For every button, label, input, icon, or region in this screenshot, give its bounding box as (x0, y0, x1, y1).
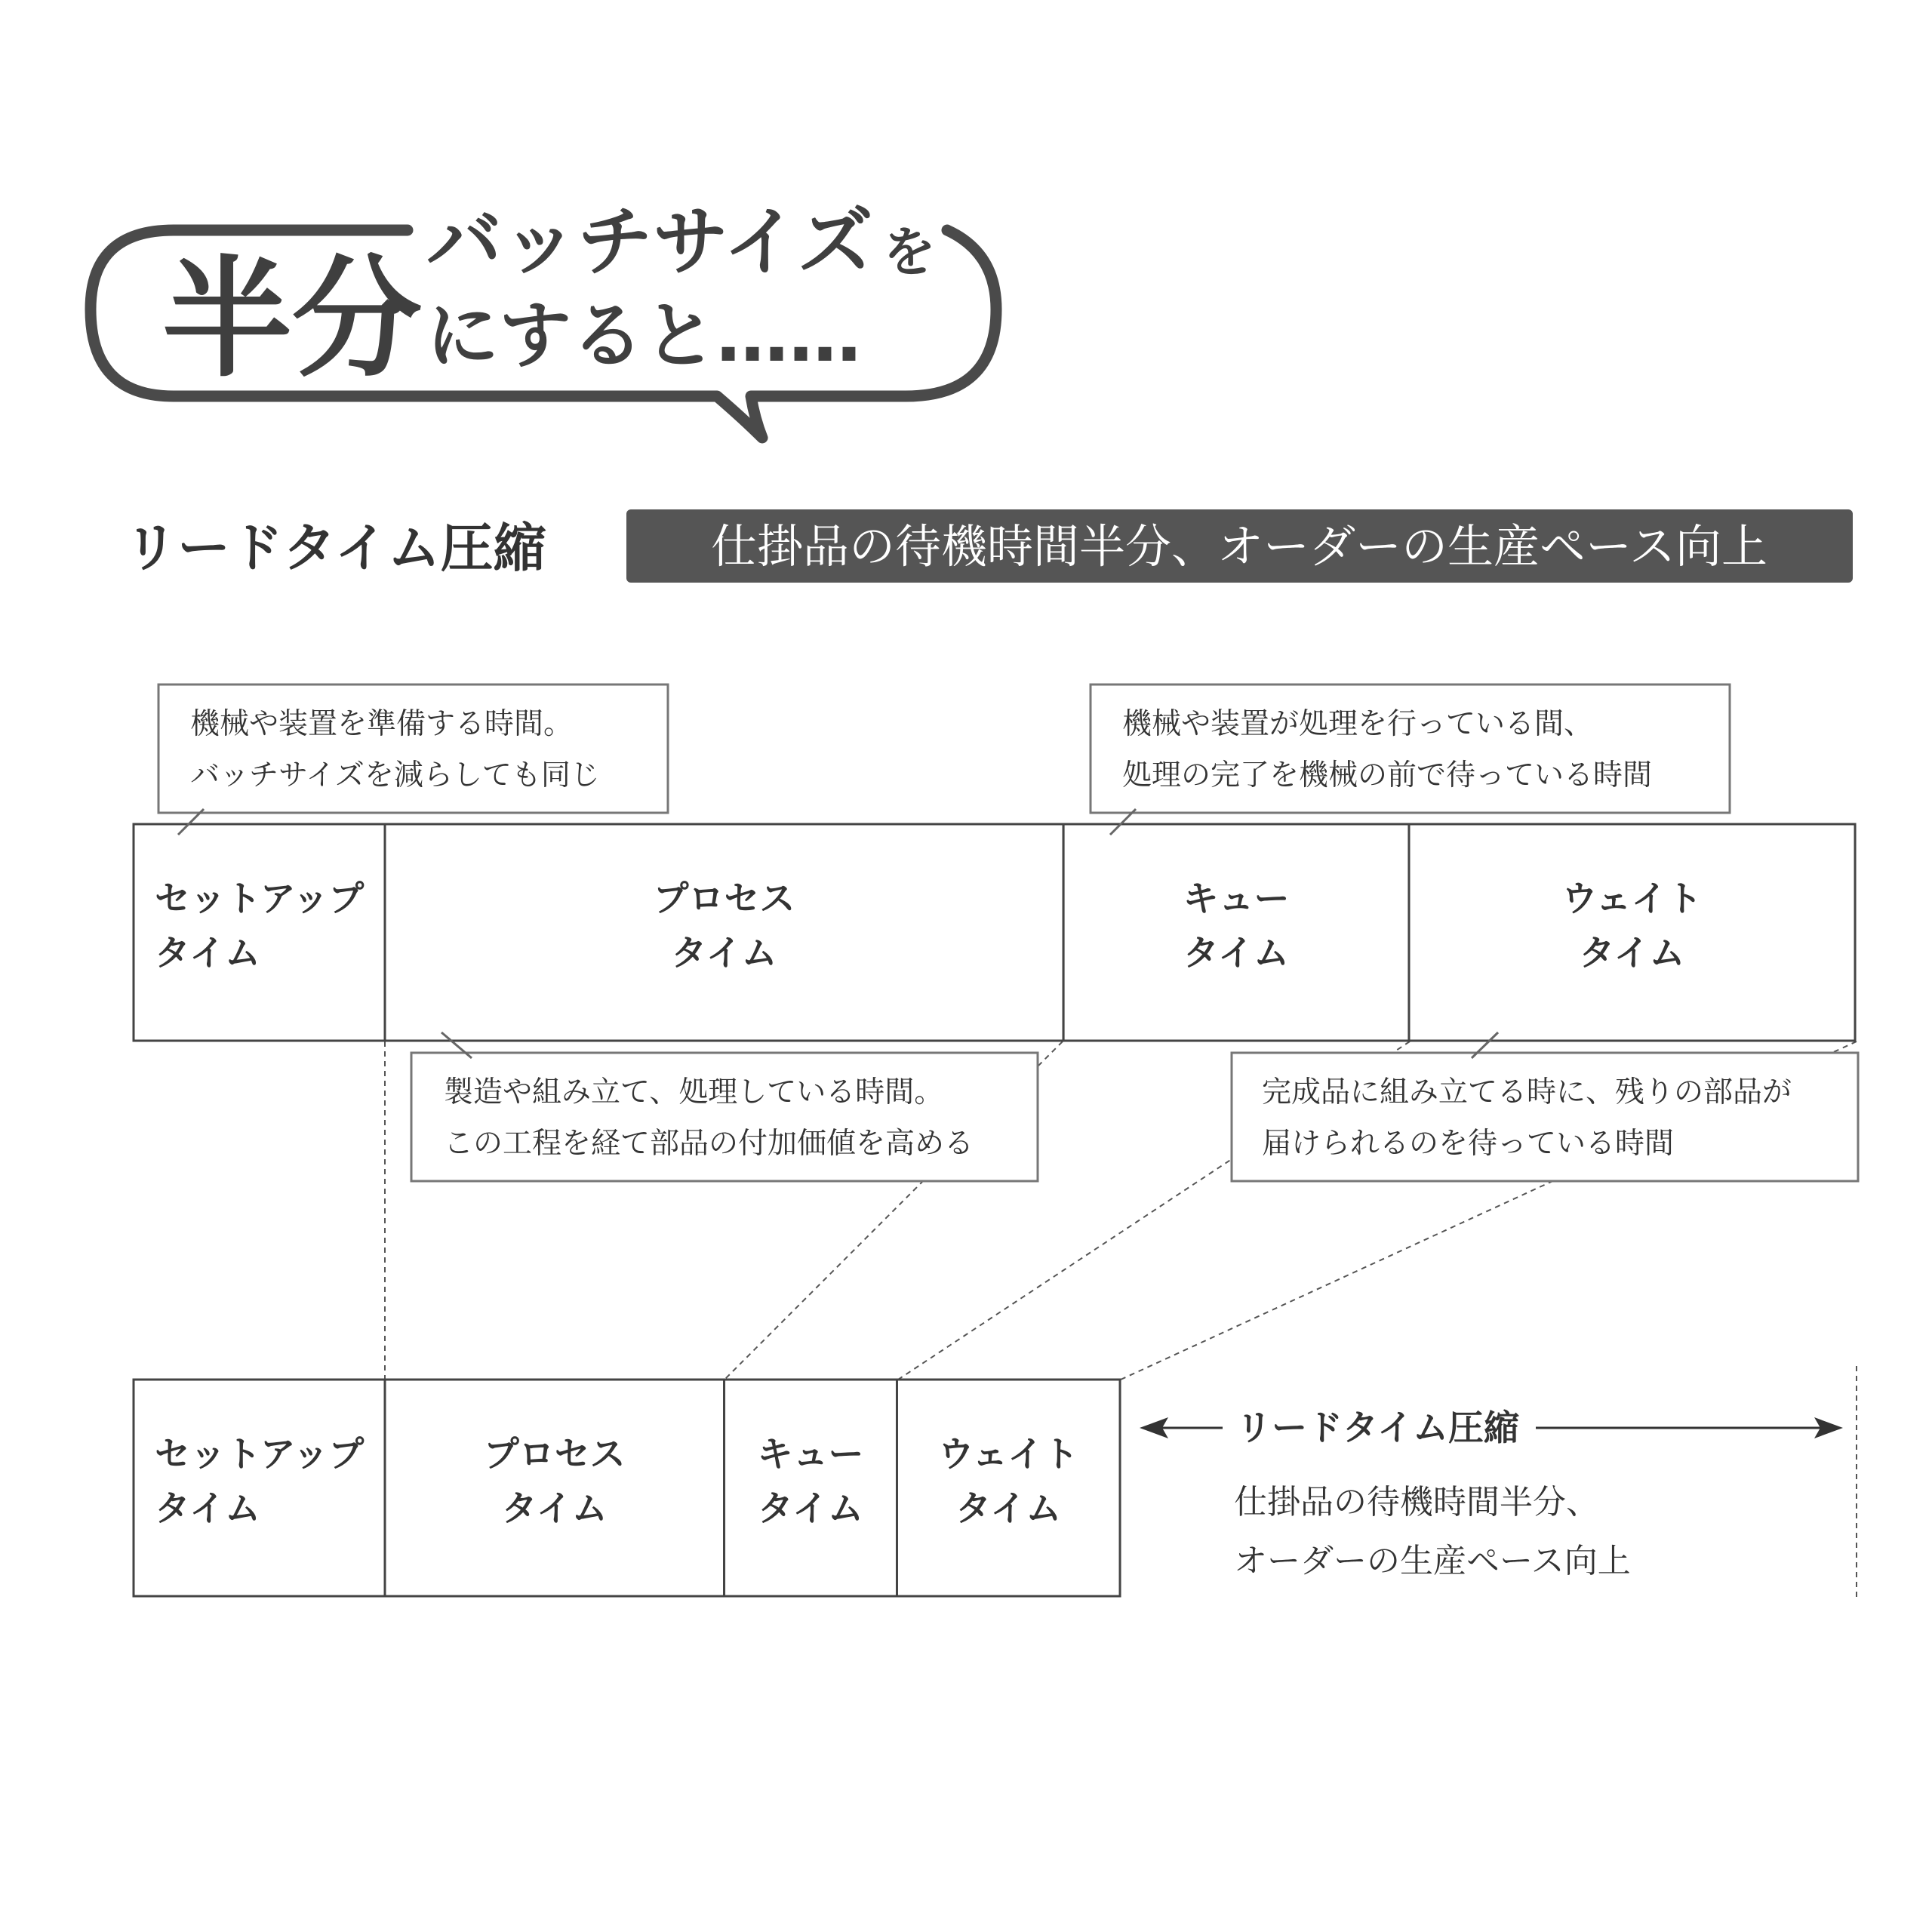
callout-setup-box (158, 685, 668, 813)
headline-line1: バッチサイズ (426, 198, 873, 286)
after-segment-setup-label: タイム (155, 1488, 261, 1530)
after-timeline (134, 1380, 1120, 1596)
subheader-banner-text: 仕掛品の待機時間半分、オーダーの生産ペース向上 (711, 520, 1767, 574)
before-timeline (134, 824, 1855, 1041)
after-segment-process-label: タイム (501, 1488, 608, 1530)
after-segment-setup-label: セットアップ (155, 1434, 365, 1475)
after-segment-queue-label: キュー (757, 1434, 864, 1475)
headline-line1-particle: を (883, 221, 936, 283)
callout-wait-line1: 完成品に組み立てる時に、残りの部品が (1262, 1075, 1792, 1109)
before-segment-queue-label: タイム (1183, 933, 1290, 974)
callout-queue-line1: 機械や装置が処理を行っている間、 (1122, 707, 1594, 741)
callout-process-line1: 製造や組み立て、処理している時間。 (444, 1075, 944, 1109)
callout-wait (1232, 1032, 1858, 1181)
callout-process-box (411, 1053, 1038, 1181)
before-segment-queue-label: キュー (1183, 878, 1290, 920)
reduction-annotation (1140, 1407, 1843, 1580)
callout-process (411, 1032, 1038, 1181)
after-segment-wait-label: タイム (955, 1488, 1062, 1530)
headline-big: 半分 (162, 243, 422, 395)
headline-bubble (91, 198, 996, 438)
callout-queue (1091, 685, 1730, 835)
reduction-label: リードタイム圧縮 (1236, 1407, 1520, 1449)
callout-wait-line2: 届けられるのを待っている時間 (1262, 1127, 1675, 1161)
before-segment-process-label: プロセス (653, 878, 795, 920)
before-segment-setup-label: セットアップ (155, 878, 365, 920)
after-segment-queue-label: タイム (757, 1488, 864, 1530)
headline-line2: にすると…… (426, 294, 861, 378)
callout-queue-line2: 処理の完了を機械の前で待っている時間 (1122, 758, 1653, 792)
after-segment-wait-label: ウェイト (938, 1434, 1079, 1475)
before-segment-process-label: タイム (671, 933, 777, 974)
reduction-line2: オーダーの生産ペース向上 (1234, 1542, 1631, 1580)
reduction-line1: 仕掛品の待機時間半分、 (1234, 1483, 1599, 1521)
before-segment-wait-label: タイム (1579, 933, 1685, 974)
subheader-label: リードタイム圧縮 (125, 517, 546, 579)
callout-wait-box (1232, 1053, 1858, 1181)
callout-process-line2: この工程を経て部品の付加価値を高める (444, 1127, 974, 1161)
callout-setup (158, 685, 668, 835)
after-segment-process-label: プロセス (483, 1434, 626, 1475)
callout-setup-line2: バッチサイズを減らしても同じ (190, 758, 600, 792)
before-segment-setup-label: タイム (155, 933, 261, 974)
callout-setup-line1: 機械や装置を準備する時間。 (190, 707, 574, 741)
before-segment-wait-label: ウェイト (1561, 878, 1703, 920)
callout-queue-box (1091, 685, 1730, 813)
